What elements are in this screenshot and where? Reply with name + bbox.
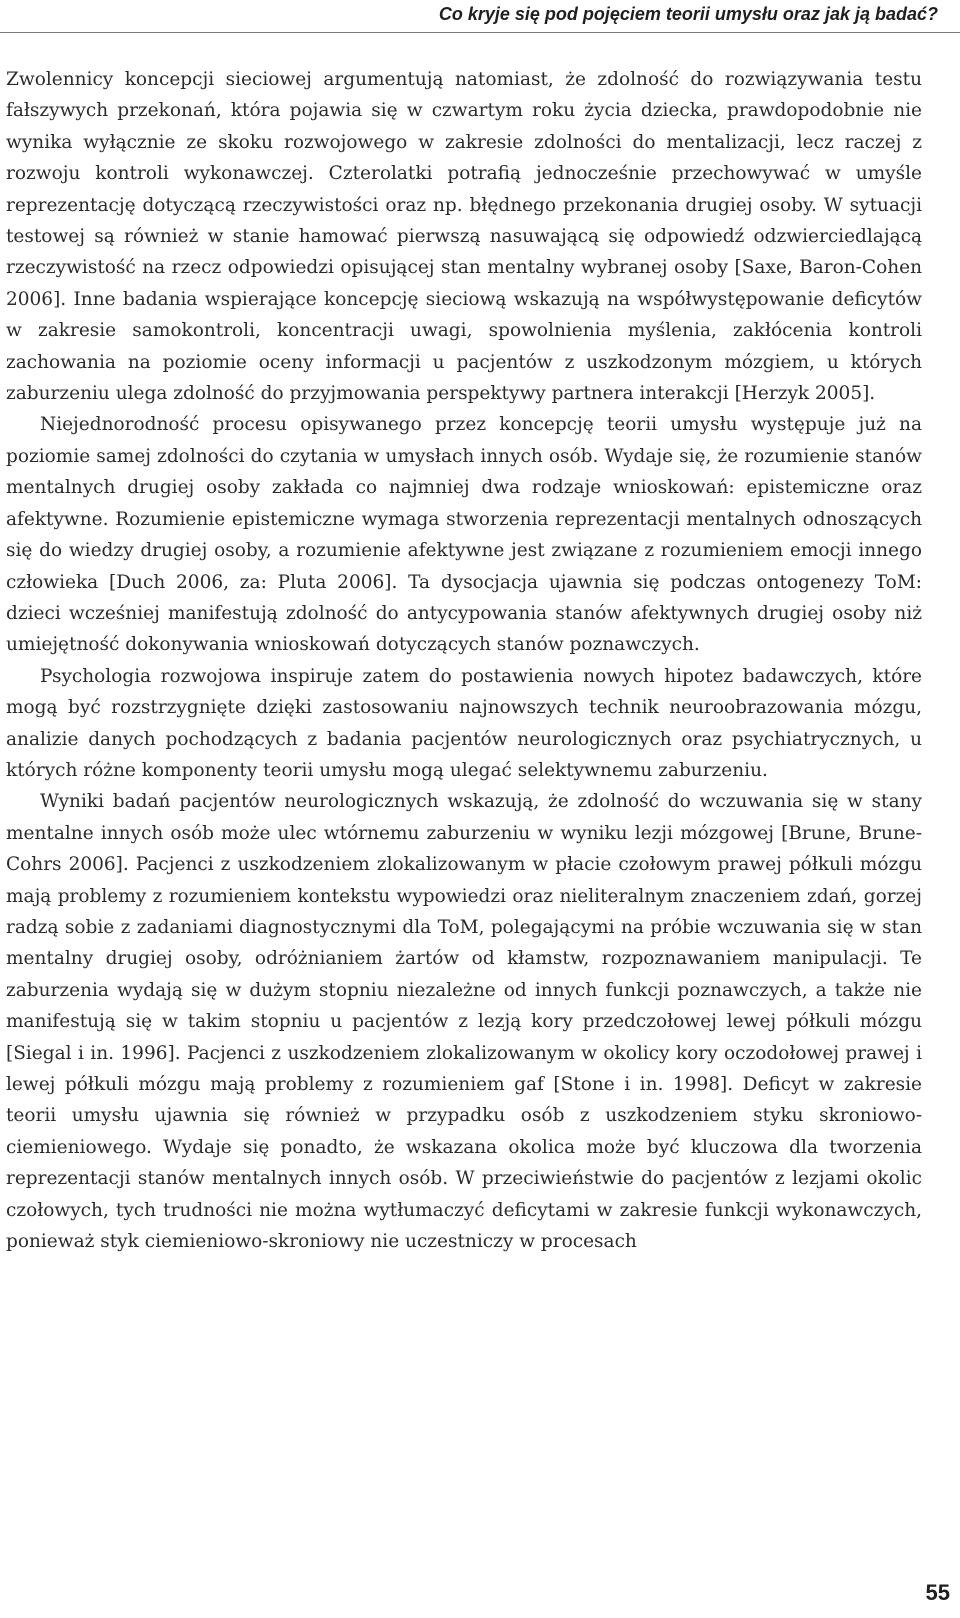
paragraph-2: Niejednorodność procesu opisywanego przez koncepcję teorii umysłu występuje już na poziomie samej zdolności do czytania w umysłach innych osób. Wydaje się, że rozumienie stanów mentalnych drugiej osoby zakłada co najmniej dwa rodzaje wnioskowań: epistemiczne oraz afektywne. Rozumienie epistemiczne wymaga stworzenia reprezentacji mentalnych odnoszących się do wiedzy drugiej osoby, a rozumienie afektywne jest związane z rozumieniem emocji innego człowieka [Duch 2006, za: Pluta 2006]. Ta dysocjacja ujawnia się podczas ontogenezy ToM: dzieci wcześniej manifestują zdolność do antycypowania stanów afektywnych drugiej osoby niż umiejętność dokonywania wnioskowań dotyczących stanów poznawczych. (6, 414, 922, 656)
body-text (6, 64, 922, 1257)
page-number: 55 (925, 1580, 950, 1605)
paragraph-1: Zwolennicy koncepcji sieciowej argumentują natomiast, że zdolność do rozwiązywania testu fałszywych przekonań, która pojawia się w czwartym roku życia dziecka, prawdopodobnie nie wynika wyłącznie ze skoku rozwojowego w zakresie zdolności do mentalizacji, lecz raczej z rozwoju kontroli wykonawczej. Czterolatki potrafią jednocześnie przechowywać w umyśle reprezentację dotyczącą rzeczywistości oraz np. błędnego przekonania drugiej osoby. W sytuacji testowej są również w stanie hamować pierwszą nasuwającą się odpowiedź odzwierciedlającą rzeczywistość na rzecz odpowiedzi opisującej stan mentalny wybranej osoby [Saxe, Baron-Cohen 2006]. Inne badania wspierające koncepcję sieciową wskazują na współwystępowanie deficytów w zakresie samokontroli, koncentracji uwagi, spowolnienia myślenia, zakłócenia kontroli zachowania na poziomie oceny informacji u pacjentów z uszkodzonym mózgiem, u których zaburzeniu ulega zdolność do przyjmowania perspektywy partnera interakcji [Herzyk 2005]. (6, 69, 922, 405)
header-divider (0, 32, 960, 33)
paragraph-4: Wyniki badań pacjentów neurologicznych wskazują, że zdolność do wczuwania się w stany mentalne innych osób może ulec wtórnemu zaburzeniu w wyniku lezji mózgowej [Brune, Brune-Cohrs 2006]. Pacjenci z uszkodzeniem zlokalizowanym w płacie czołowym prawej półkuli mózgu mają problemy z rozumieniem kontekstu wypowiedzi oraz nieliteralnym znaczeniem zdań, gorzej radzą sobie z zadaniami diagnostycznymi dla ToM, polegającymi na próbie wczuwania się w stan mentalny drugiej osoby, odróżnianiem żartów od kłamstw, rozpoznawaniem manipulacji. Te zaburzenia wydają się w dużym stopniu niezależne od innych funkcji poznawczych, a także nie manifestują się w takim stopniu u pacjentów z lezją kory przedczołowej lewej półkuli mózgu [Siegal i in. 1996]. Pacjenci z uszkodzeniem zlokalizowanym w okolicy kory oczodołowej prawej i lewej półkuli mózgu mają problemy z rozumieniem gaf [Stone i in. 1998]. Deficyt w zakresie teorii umysłu ujawnia się również w przypadku osób z uszkodzeniem styku skroniowo-ciemieniowego. Wydaje się ponadto, że wskazana okolica może być kluczowa dla tworzenia reprezentacji stanów mentalnych innych osób. W przeciwieństwie do pacjentów z lezjami okolic czołowych, tych trudności nie można wytłumaczyć deficytami w zakresie funkcji wykonawczych, ponieważ styk ciemieniowo-skroniowy nie uczestniczy w procesach (6, 791, 922, 1253)
running-header-title: Co kryje się pod pojęciem teorii umysłu oraz jak ją badać? (438, 4, 938, 24)
paragraph-3: Psychologia rozwojowa inspiruje zatem do postawienia nowych hipotez badawczych, które mogą być rozstrzygnięte dzięki zastosowaniu najnowszych technik neuroobrazowania mózgu, analizie danych pochodzących z badania pacjentów neurologicznych oraz psychiatrycznych, u których różne komponenty teorii umysłu mogą ulegać selektywnemu zaburzeniu. (6, 665, 922, 781)
